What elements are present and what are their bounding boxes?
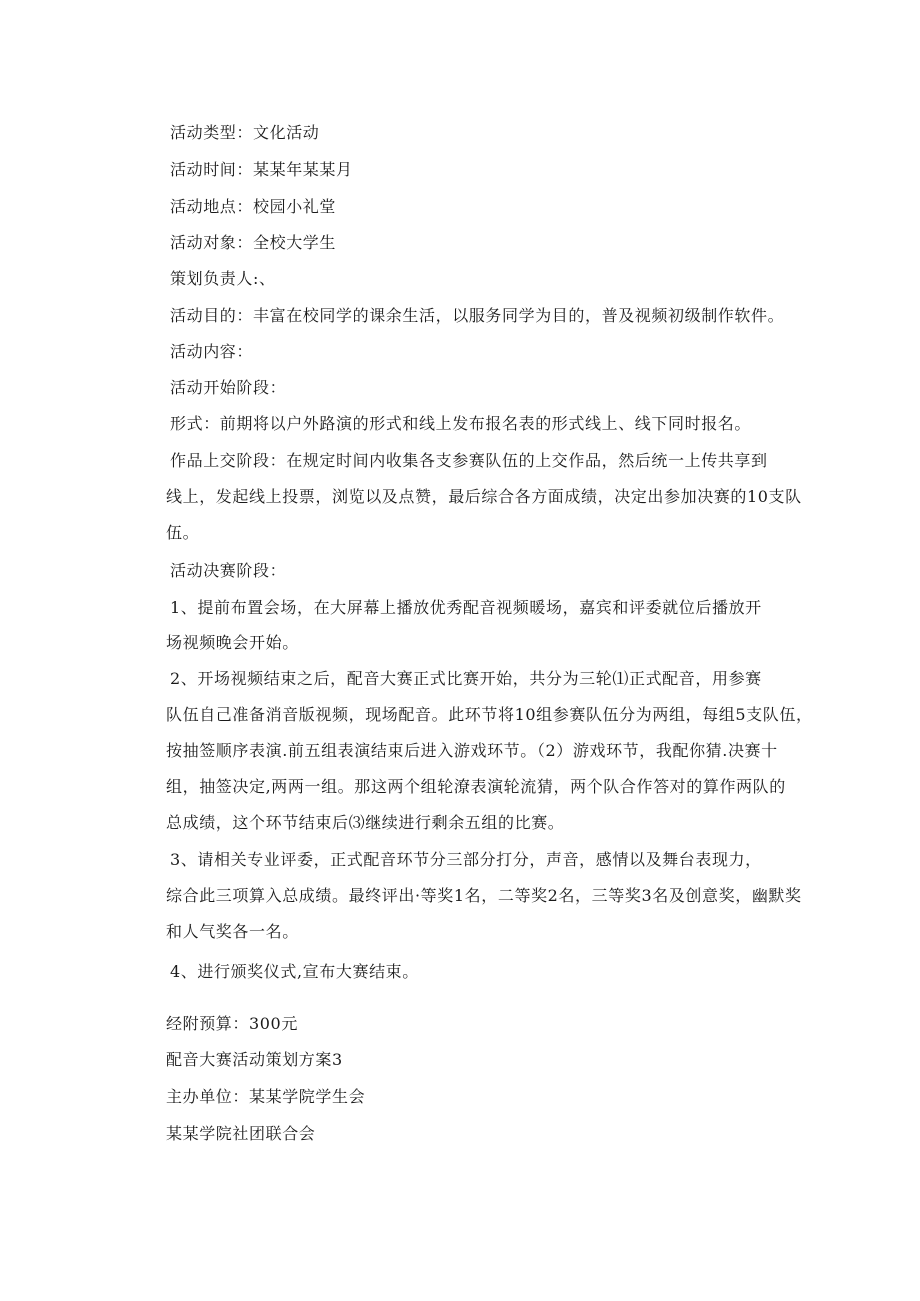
activity-time-line: 活动时间：某某年某某月 (170, 160, 353, 179)
activity-place-line: 活动地点：校园小礼堂 (170, 197, 337, 216)
submit-stage-line-2: 线上，发起线上投票，浏览以及点赞，最后综合各方面成绩，决定出参加决赛的10支队 (166, 487, 802, 506)
planner-line: 策划负责人:、 (170, 269, 276, 288)
activity-content-heading: 活动内容： (170, 342, 254, 361)
form-line: 形式：前期将以户外路演的形式和线上发布报名表的形式线上、线下同时报名。 (170, 414, 752, 433)
budget-line: 经附预算：300元 (166, 1014, 298, 1033)
item-1-line-2: 场视频晚会开始。 (166, 633, 299, 652)
item-3-line-2: 综合此三项算入总成绩。最终评出·等奖1名，二等奖2名，三等奖3名及创意奖，幽默奖 (166, 886, 802, 905)
plan-title-line: 配音大赛活动策划方案3 (166, 1050, 343, 1069)
submit-stage-line-1: 作品上交阶段：在规定时间内收集各支参赛队伍的上交作品，然后统一上传共享到 (170, 451, 768, 470)
item-2-line-4: 组，抽签决定,两两一组。那这两个组轮潦表演轮流猜，两个队合作答对的算作两队的 (166, 777, 786, 796)
item-2-line-3: 按抽签顺序表演.前五组表演结束后进入游戏环节。（2）游戏环节，我配你猜.决赛十 (166, 741, 778, 760)
activity-type-line: 活动类型：文化活动 (170, 123, 320, 142)
organizer-line: 主办单位：某某学院学生会 (166, 1087, 366, 1106)
item-2-line-2: 队伍自己准备消音版视频，现场配音。此环节将10组参赛队伍分为两组，每组5支队伍， (166, 705, 813, 724)
item-3-line-3: 和人气奖各一名。 (166, 922, 299, 941)
final-stage-heading: 活动决赛阶段： (170, 561, 287, 580)
item-3-line-1: 3、请相关专业评委，正式配音环节分三部分打分，声音，感情以及舞台表现力， (170, 850, 762, 869)
co-organizer-line: 某某学院社团联合会 (166, 1124, 316, 1143)
submit-stage-line-3: 伍。 (166, 523, 200, 542)
activity-audience-line: 活动对象：全校大学生 (170, 233, 337, 252)
item-2-line-1: 2、开场视频结束之后，配音大赛正式比赛开始，共分为三轮⑴正式配音，用参赛 (170, 669, 762, 688)
start-stage-heading: 活动开始阶段： (170, 378, 287, 397)
activity-purpose-line: 活动目的：丰富在校同学的课余生活，以服务同学为目的，普及视频初级制作软件。 (170, 306, 785, 325)
item-4-line: 4、进行颁奖仪式,宣布大赛结束。 (170, 962, 419, 981)
item-2-line-5: 总成绩，这个环节结束后⑶继续进行剩余五组的比赛。 (166, 813, 565, 832)
item-1-line-1: 1、提前布置会场，在大屏幕上播放优秀配音视频暖场，嘉宾和评委就位后播放开 (170, 598, 762, 617)
